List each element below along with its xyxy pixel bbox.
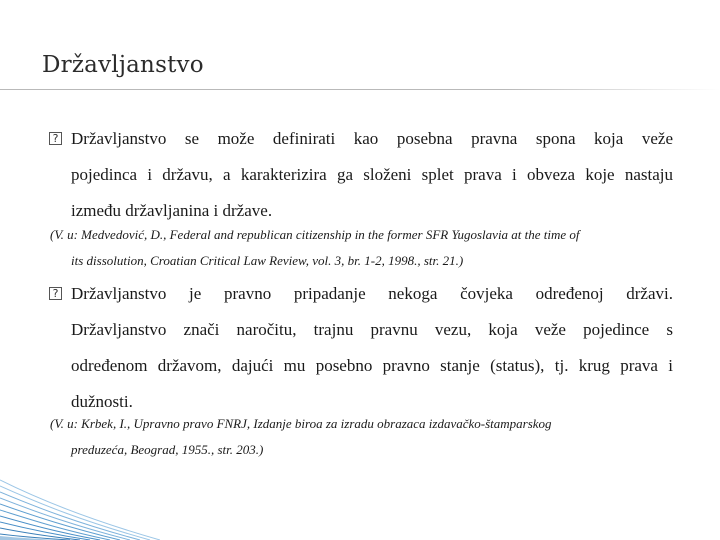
bullet-icon: ?	[49, 287, 62, 300]
point-1-text	[71, 121, 673, 229]
point-2-line-1: Državljanstvo je pravno pripadanje nekoga čovjeka određenoj državi.	[71, 284, 673, 303]
point-1-line-1: Državljanstvo se može definirati kao posebna pravna spona koja veže	[71, 129, 673, 148]
point-1-citation	[50, 222, 680, 274]
slide-title: Državljanstvo	[42, 52, 204, 78]
point-1-line-3: između državljanina i države.	[71, 201, 273, 220]
point-2-line-4: dužnosti.	[71, 392, 133, 411]
citation-1-line-1: (V. u: Medvedović, D., Federal and republican citizenship in the former SFR Yugoslavia at the time of	[50, 227, 580, 242]
point-1-line-2: pojedinca i državu, a karakterizira ga složeni splet prava i obveza koje nastaju	[71, 165, 673, 184]
bullet-icon: ?	[49, 132, 62, 145]
title-divider	[0, 89, 720, 90]
citation-1-line-2: its dissolution, Croatian Critical Law Review, vol. 3, br. 1-2, 1998., str. 21.)	[71, 253, 464, 268]
point-2-line-2: Državljanstvo znači naročitu, trajnu pravnu vezu, koja veže pojedince s	[71, 320, 673, 339]
citation-2-line-2: preduzeća, Beograd, 1955., str. 203.)	[71, 442, 264, 457]
corner-decoration	[0, 440, 160, 540]
citation-2-line-1: (V. u: Krbek, I., Upravno pravo FNRJ, Izdanje biroa za izradu obrazaca izdavačko-štamparskog	[50, 416, 552, 431]
point-2-line-3: određenom državom, dajući mu posebno pravno stanje (status), tj. krug prava i	[71, 356, 673, 375]
point-2-text	[71, 276, 673, 420]
